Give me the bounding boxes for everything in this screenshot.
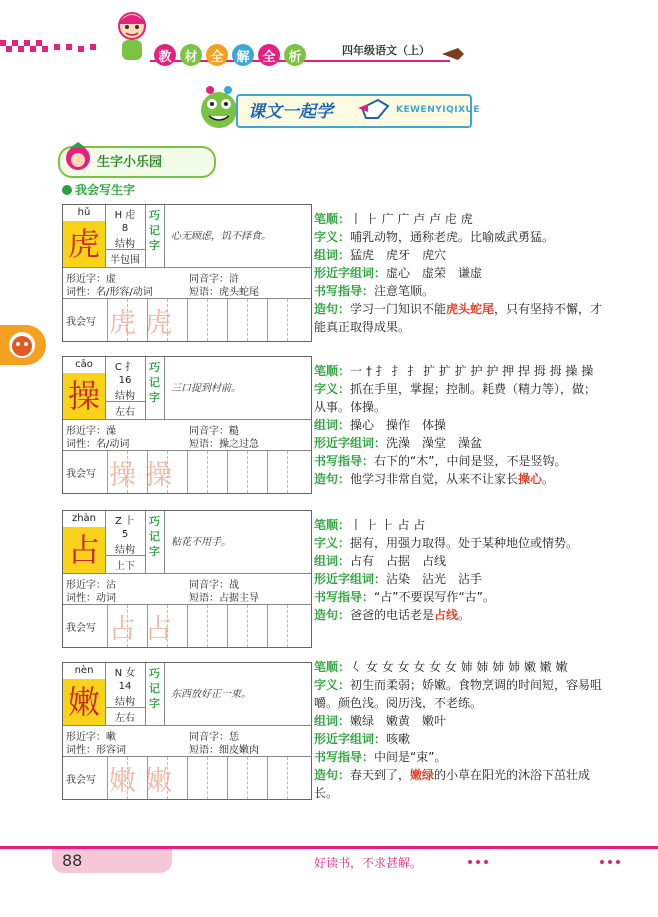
similar-char: 形近字：澡 (66, 426, 116, 437)
footer-slogan: 好读书，不求甚解。 (314, 856, 423, 870)
homophone: 同音字：糙 (189, 426, 239, 437)
structure-value: 上下 (105, 555, 145, 572)
header-checker-band (0, 22, 658, 70)
write-label: 我会写 (66, 317, 96, 328)
subsection-dot (62, 185, 72, 195)
trace-char-2: 虎 (145, 308, 172, 339)
banner-subtitle: KEWENYIQIXUE (396, 105, 480, 115)
homophone: 同音字：浒 (189, 274, 239, 285)
writing-guide: 中间是“束”。 (374, 750, 447, 764)
meaning: 初生而柔弱；娇嫩。食物烹调的时间短，容易咀嚼。颜色浅。阅历浅，不老练。 (314, 678, 603, 710)
words: 嫩绿 嫩黄 嫩叶 (350, 714, 447, 728)
similar-char: 形近字：虚 (66, 274, 116, 285)
card-index (105, 357, 146, 419)
subsection-title: 我会写生字 (75, 183, 136, 197)
mnemonic-label: 巧 记 字 (145, 511, 165, 573)
trace-char-1: 嫩 (109, 766, 136, 797)
index-letter: Z (114, 516, 122, 527)
banner-title: 课文一起学 (248, 102, 333, 122)
writing-practice-row (63, 299, 311, 341)
part-of-speech: 词性：形容词 (66, 745, 126, 756)
notes-zhan: 笔顺：丨 ⺊ ⺊ 占 占 字义：据有，用强力取得。处于某种地位或情势。 组词：占有 占据 占线 形近字组词：沾染 沾光 沾手 书写指导：“占”不要误写作“古”。 造句：爸爸的电话老是占线。 (314, 518, 579, 622)
trace-char-1: 占 (109, 614, 136, 645)
index-letter: H (114, 210, 123, 221)
grade-label: 四年级语文（上） (342, 44, 430, 57)
stroke-order: 一 † 扌 扌 扌 扩 扩 扩 护 护 押 捍 拇 拇 操 操 (350, 364, 594, 378)
card-index (105, 663, 146, 725)
write-label: 我会写 (66, 775, 96, 786)
notes-nen: 笔顺：𡿨 女 女 女 女 女 女 姉 姉 姉 姉 嫩 嫩 嫩 字义：初生而柔弱；娇嫩。食物烹调的时间短，容易咀嚼。颜色浅。阅历浅，不老练。 组词：嫩绿 嫩黄 嫩叶 形近字组词：咳嗽 书写指导：中间是“束”。 造句：春天到了，嫩绿的小草在阳光的沐浴下茁壮成长。 (314, 660, 603, 800)
title-char-4: 解 (232, 44, 254, 66)
structure-label: 结构 (115, 697, 135, 708)
char-card-nen (62, 662, 312, 800)
write-label: 我会写 (66, 469, 96, 480)
words: 猛虎 虎牙 虎穴 (350, 248, 447, 262)
hand-pointer-icon (358, 94, 392, 124)
radical: 女 (125, 668, 136, 679)
strawberry-girl-icon (62, 140, 94, 176)
homophone: 同音字：恁 (189, 732, 239, 743)
card-pinyin: cāo (63, 357, 106, 374)
char-card-zhan (62, 510, 312, 648)
card-pinyin: hǔ (63, 205, 106, 222)
title-char-6: 析 (284, 44, 306, 66)
card-character: 嫩 (63, 679, 106, 725)
words: 操心 操作 体操 (350, 418, 447, 432)
mnemonic-text: 东西放好正一束。 (171, 689, 251, 700)
card-character: 虎 (63, 221, 106, 267)
card-character: 占 (63, 527, 106, 573)
char-card-hu (62, 204, 312, 342)
stroke-count: 8 (121, 223, 129, 234)
meaning: 哺乳动物，通称老虎。比喻威武勇猛。 (350, 230, 555, 244)
notes-hu: 笔顺：丨 ⺊ 广 广 卢 卢 虍 虎 字义：哺乳动物，通称老虎。比喻威武勇猛。 组词：猛虎 虎牙 虎穴 形近字组词：虚心 虚荣 谦虚 书写指导：注意笔顺。 造句：学习一门知识不能虎头蛇尾，只有坚持不懈，才能真正取得成果。 (314, 212, 603, 334)
structure-value: 半包围 (105, 249, 145, 266)
similar-char: 形近字：沾 (66, 580, 116, 591)
writing-guide: “占”不要误写作“古”。 (374, 590, 495, 604)
phrase: 短语：操之过急 (189, 439, 259, 450)
write-label: 我会写 (66, 623, 96, 634)
writing-guide: 注意笔顺。 (374, 284, 435, 298)
writing-practice-row (63, 605, 311, 647)
stroke-order: 丨 ⺊ 广 广 卢 卢 虍 虎 (350, 212, 473, 226)
mnemonic-label: 巧 记 字 (145, 663, 165, 725)
title-char-1: 教 (154, 44, 176, 66)
trace-char-1: 操 (109, 460, 136, 491)
title-char-2: 材 (180, 44, 202, 66)
mnemonic-text: 粘花不用手。 (171, 537, 231, 548)
meaning: 据有，用强力取得。处于某种地位或情势。 (350, 536, 579, 550)
card-pinyin: nèn (63, 663, 106, 680)
section-title: 生字小乐园 (97, 155, 163, 170)
mnemonic-label: 巧 记 字 (145, 205, 165, 267)
writing-guide: 右下的“木”，中间是竖，不是竖钩。 (374, 454, 567, 468)
stroke-order: 丨 ⺊ ⺊ 占 占 (350, 518, 426, 532)
similar-words: 沾染 沾光 沾手 (386, 572, 483, 586)
similar-words: 洗澡 澡堂 澡盆 (386, 436, 483, 450)
words: 占有 占据 占线 (350, 554, 447, 568)
phrase: 短语：虎头蛇尾 (189, 287, 259, 298)
card-pinyin: zhàn (63, 511, 106, 528)
trace-char-2: 嫩 (145, 766, 172, 797)
card-index (105, 511, 146, 573)
card-index (105, 205, 146, 267)
part-of-speech: 词性：名/形容/动词 (66, 287, 153, 298)
writing-practice-row (63, 757, 311, 799)
notes-cao: 笔顺：一 † 扌 扌 扌 扩 扩 扩 护 护 押 捍 拇 拇 操 操 字义：抓在手里，掌握；控制。耗费（精力等），做；从事。体操。 组词：操心 操作 体操 形近字组词：洗澡 澡堂 澡盆 书写指导：右下的“木”，中间是竖，不是竖钩。 造句：他学习非常自觉，从来不让家长操心。 (314, 364, 597, 486)
mnemonic-text: 心无顾虑，饥不择食。 (171, 231, 271, 242)
structure-value: 左右 (105, 707, 145, 724)
title-char-5: 全 (258, 44, 280, 66)
structure-label: 结构 (115, 239, 135, 250)
stroke-count: 5 (121, 529, 129, 540)
mascot-girl-icon (108, 6, 156, 64)
phrase: 短语：细皮嫩肉 (189, 745, 259, 756)
trace-char-1: 虎 (109, 308, 136, 339)
trace-char-2: 占 (145, 614, 172, 645)
meaning: 抓在手里，掌握；控制。耗费（精力等），做；从事。体操。 (314, 382, 597, 414)
index-letter: N (114, 668, 123, 679)
stroke-count: 14 (118, 681, 132, 692)
radical: ⺊ (125, 516, 136, 527)
index-letter: C (114, 362, 122, 373)
structure-label: 结构 (115, 391, 135, 402)
radical: 虍 (125, 210, 136, 221)
char-card-cao (62, 356, 312, 494)
similar-char: 形近字：嗽 (66, 732, 116, 743)
part-of-speech: 词性：名/动词 (66, 439, 130, 450)
title-char-3: 全 (206, 44, 228, 66)
radical: 扌 (125, 362, 136, 373)
structure-value: 左右 (105, 401, 145, 418)
part-of-speech: 词性：动词 (66, 593, 116, 604)
similar-words: 虚心 虚荣 谦虚 (386, 266, 483, 280)
writing-practice-row (63, 451, 311, 493)
side-tab (0, 325, 46, 365)
pen-nib-icon (440, 44, 466, 64)
trace-char-2: 操 (145, 460, 172, 491)
stroke-count: 16 (118, 375, 132, 386)
mnemonic-label: 巧 记 字 (145, 357, 165, 419)
page-number: 88 (62, 851, 83, 870)
phrase: 短语：占据主导 (189, 593, 259, 604)
similar-words: 咳嗽 (386, 732, 411, 746)
fox-face-icon (0, 325, 46, 365)
card-character: 操 (63, 373, 106, 419)
stroke-order: 𡿨 女 女 女 女 女 女 姉 姉 姉 姉 嫩 嫩 嫩 (350, 660, 568, 674)
homophone: 同音字：战 (189, 580, 239, 591)
structure-label: 结构 (115, 545, 135, 556)
mnemonic-text: 三口捉到村前。 (171, 383, 241, 394)
